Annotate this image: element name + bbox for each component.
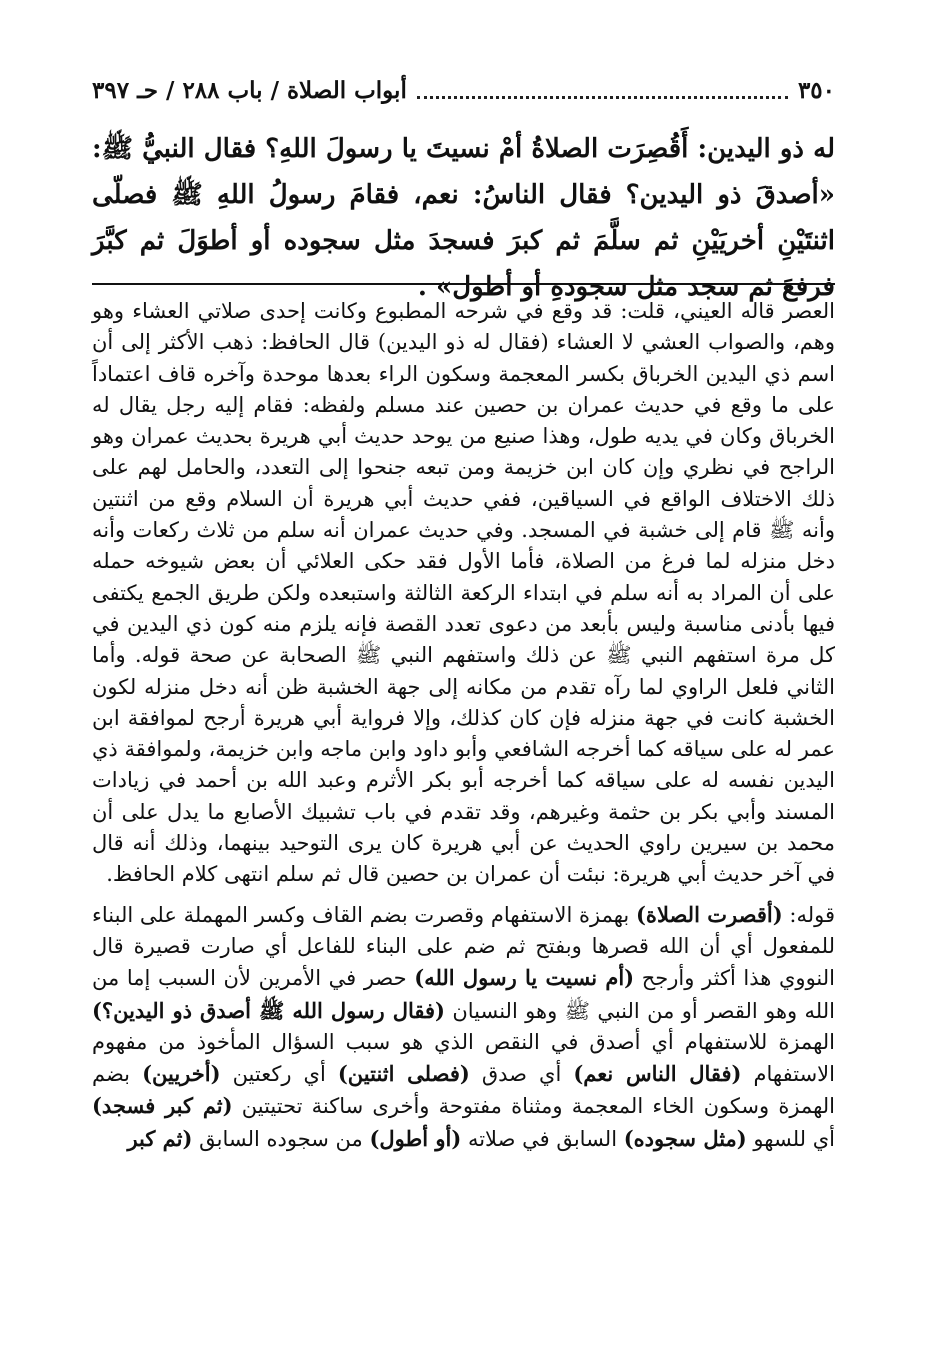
quoted-phrase: (أخريين): [142, 1061, 221, 1087]
quoted-phrase: (فقال رسول الله ﷺ أصدق ذو اليدين؟): [92, 997, 445, 1023]
commentary-text: السابق في صلاته: [461, 1126, 624, 1151]
chapter-title: أبواب الصلاة / باب ٢٨٨ / حـ ٣٩٧: [92, 76, 407, 104]
quoted-phrase: (أقصرت الصلاة): [636, 901, 783, 927]
quoted-phrase: (مثل سجوده): [623, 1125, 747, 1151]
quoted-phrase: (فقال الناس نعم): [573, 1061, 742, 1087]
quoted-phrase: (أو أطول): [369, 1125, 462, 1151]
commentary-text: قوله:: [782, 902, 835, 927]
quoted-phrase: (فصلى اثنتين): [337, 1061, 470, 1087]
hadith-text: له ذو اليدين: أَقُصِرَت الصلاةُ أمْ نسيتَ يا رسولَ اللهِ؟ فقال النبيُّ ﷺ: «أصدقَ ذو اليدين؟ فقال الناسُ: نعم، فقامَ رسولُ اللهِ ﷺ فصلّى اثنتَيْنِ أخريَيْنِ ثم سلَّمَ ثم كبرَ فسجدَ مثل سجوده أو أطوَلَ ثم كبَّرَ فرفعَ ثم سجد مثل سجودهِ أو أطول» .: [92, 134, 835, 302]
commentary-text: الهمزة للاستفهام أي أصدق في النقص الذي هو سبب السؤال المأخوذ من مفهوم الاستفهام: [92, 1029, 835, 1087]
commentary-paragraph-2: [92, 899, 835, 1155]
commentary: [92, 296, 835, 1155]
commentary-text: من سجوده السابق: [192, 1126, 370, 1151]
quoted-phrase: (ثم كبر: [127, 1125, 193, 1151]
commentary-text: حصر في الأمرين لأن السبب إما من الله وهو القصر أو من النبي ﷺ وهو النسيان: [92, 966, 835, 1023]
header-dotted-leader: [417, 90, 788, 99]
commentary-text: أي ركعتين: [220, 1062, 338, 1087]
separator-line: [92, 283, 835, 285]
commentary-text: بهمزة الاستفهام وقصرت بضم القاف وكسر المهملة على البناء للمفعول أي أن الله قصرها وبفتح ثم ضم على البناء للفاعل أي صارت قصيرة قال النووي هذا أكثر وأرجح: [92, 902, 835, 991]
commentary-text: أي للسهو: [746, 1126, 835, 1151]
commentary-text: بضم الهمزة وسكون الخاء المعجمة ومثناة مفتوحة وأخرى ساكنة تحتيتين: [92, 1062, 835, 1119]
quoted-phrase: (ثم كبر فسجد): [92, 1093, 233, 1119]
page-number: ٣٥٠: [797, 76, 835, 104]
commentary-paragraph-1: العصر قاله العيني، قلت: قد وقع في شرحه المطبوع وكانت إحدى صلاتي العشاء وهو وهم، والصواب العشي لا العشاء (فقال له ذو اليدين) قال الحافظ: ذهب الأكثر إلى أن اسم ذي اليدين الخرباق بكسر المعجمة وسكون الراء بعدها موحدة وآخره قاف اعتماداً على ما وقع في حديث عمران بن حصين عند مسلم ولفظه: فقام إليه رجل يقال له الخرباق وكان في يديه طول، وهذا صنيع من يوحد حديث أبي هريرة بحديث عمران وهو الراجح في نظري وإن كان ابن خزيمة ومن تبعه جنحوا إلى التعدد، والحامل لهم على ذلك الاختلاف الواقع في السياقين، ففي حديث أبي هريرة أن السلام وقع من اثنتين وأنه ﷺ قام إلى خشبة في المسجد. وفي حديث عمران أنه سلم من ثلاث ركعات وأنه دخل منزله لما فرغ من الصلاة، فأما الأول فقد حكى العلائي أن بعض شيوخه حمله على أن المراد به أنه سلم في ابتداء الركعة الثالثة واستبعده ولكن طريق الجمع يكتفى فيها بأدنى مناسبة وليس بأبعد من دعوى تعدد القصة فإنه يلزم منه كون ذي اليدين في كل مرة استفهم النبي ﷺ عن ذلك واستفهم النبي ﷺ الصحابة عن صحة قوله. وأما الثاني فلعل الراوي لما رآه تقدم من مكانه إلى جهة الخشبة ظن أنه دخل منزله لكون الخشبة كانت في جهة منزله فإن كان كذلك، وإلا فرواية أبي هريرة أرجح لموافقة ابن عمر له على سياقه كما أخرجه الشافعي وأبو داود وابن ماجه وابن خزيمة، ولموافقة ذي اليدين نفسه له على سياقه كما أخرجه أبو بكر الأثرم وعبد الله بن أحمد في زيادات المسند وأبي بكر بن حثمة وغيرهم، وقد تقدم في باب تشبيك الأصابع ما يدل على أن محمد بن سيرين راوي الحديث عن أبي هريرة كان يرى التوحيد بينهما، وذلك أنه قال في آخر حديث أبي هريرة: نبئت أن عمران بن حصين قال ثم سلم انتهى كلام الحافظ.: [92, 299, 835, 887]
commentary-text: أي صدق: [469, 1062, 574, 1087]
running-header: [92, 70, 835, 110]
quoted-phrase: (أم نسيت يا رسول الله): [414, 965, 635, 991]
